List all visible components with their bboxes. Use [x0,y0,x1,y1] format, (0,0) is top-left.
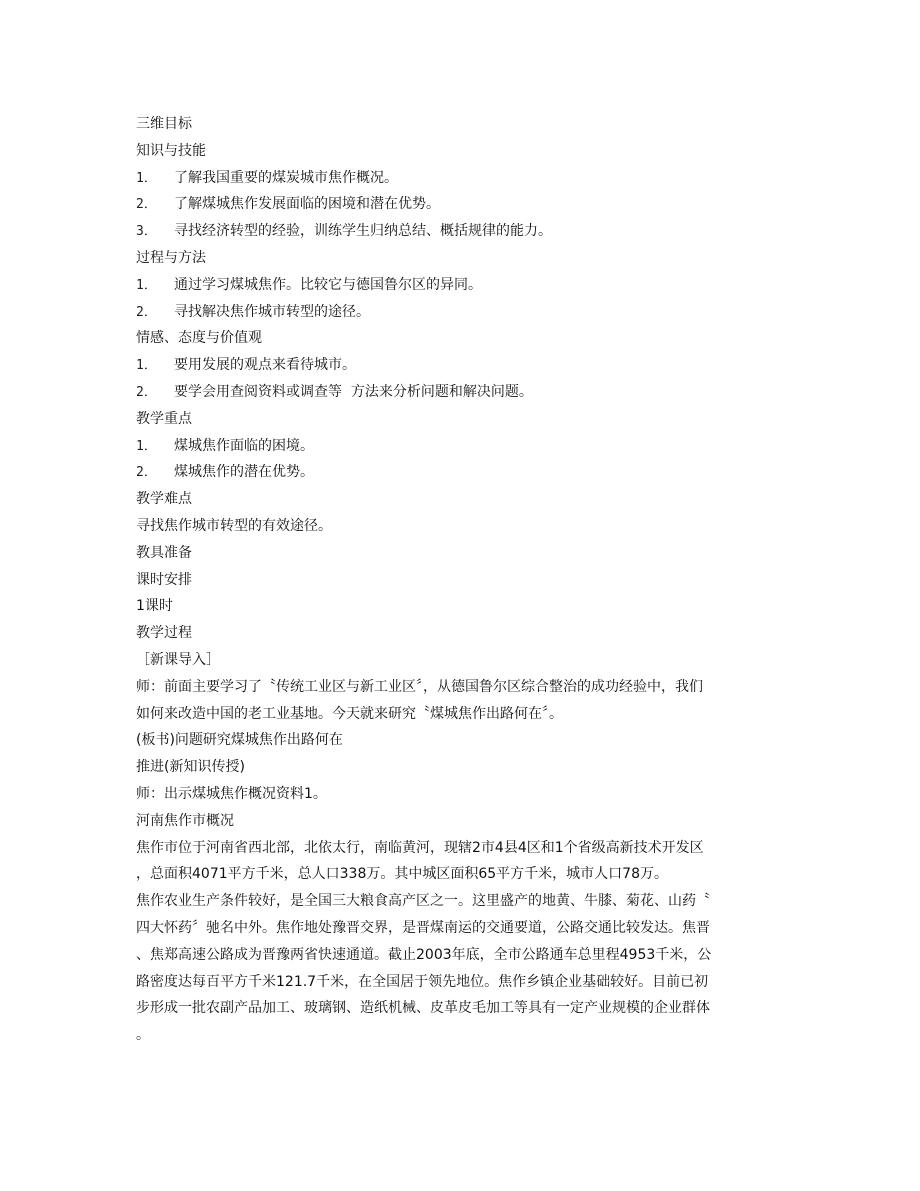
knowledge-item [136,218,786,245]
board-text: (板书)问题研究煤城焦作出路何在 [136,732,343,749]
emotion-item [136,352,786,379]
process-item [136,272,786,299]
teacher-intro-line: 师：前面主要学习了〝传统工业区与新工业区〞，从德国鲁尔区综合整治的成功经验中，我们 [136,678,703,695]
doc-title: 三维目标 [136,116,192,132]
item-number: 1． [136,170,157,186]
paragraph-line: 焦作市位于河南省西北部，北依太行，南临黄河，现辖2市4县4区和1个省级高新技术开发区 [136,839,704,856]
item-number: 2． [136,384,157,400]
emotion-item [136,379,786,406]
paragraph-line: 步形成一批农副产品加工、玻璃钢、造纸机械、皮革皮毛加工等具有一定产业规模的企业群体 [136,1000,710,1017]
item-number: 1． [136,438,157,454]
section-difficulty-heading: 教学难点 [136,491,192,508]
section-key-heading: 教学重点 [136,410,192,427]
item-text: 通过学习煤城焦作。比较它与德国鲁尔区的异同。 [174,276,482,293]
advance-text: 推进(新知识传授) [136,759,245,776]
item-text: 要学会用查阅资料或调查等 方法来分析问题和解决问题。 [174,383,533,400]
section-process-heading: 过程与方法 [136,249,206,266]
item-text: 寻找解决焦作城市转型的途径。 [174,303,370,320]
section-teaching-process-heading: 教学过程 [136,625,192,642]
knowledge-item [136,191,786,218]
key-item [136,459,786,486]
section-emotion-heading: 情感、态度与价值观 [136,330,262,347]
item-number: 1． [136,277,157,293]
item-number: 1． [136,358,157,374]
item-number: 2． [136,197,157,213]
item-number: 2． [136,304,157,320]
section-knowledge-heading: 知识与技能 [136,142,206,159]
process-item [136,299,786,326]
knowledge-item [136,165,786,192]
item-text: 寻找经济转型的经验，训练学生归纳总结、概括规律的能力。 [174,223,552,240]
paragraph-line: ，总面积4071平方千米，总人口338万。其中城区面积65平方千米，城市人口78万。 [136,866,668,883]
teacher-intro-line: 如何来改造中国的老工业基地。今天就来研究〝煤城焦作出路何在〞。 [136,705,563,722]
paragraph-line: 四大怀药〞驰名中外。焦作地处豫晋交界，是晋煤南运的交通要道，公路交通比较发达。焦晋 [136,919,710,936]
item-number: 2． [136,465,157,481]
paragraph-line: 。 [136,1027,150,1044]
teacher-material-text: 师：出示煤城焦作概况资料1。 [136,785,327,802]
paragraph-line: 、焦郑高速公路成为晋豫两省快速通道。截止2003年底，全市公路通车总里程4953千米，公 [136,946,712,963]
difficulty-text: 寻找焦作城市转型的有效途径。 [136,517,332,534]
item-text: 了解煤城焦作发展面临的困境和潜在优势。 [174,196,440,213]
document-body [136,111,786,1049]
paragraph-line: 路密度达每百平方千米121.7千米，在全国居于领先地位。焦作乡镇企业基础较好。目前已初 [136,973,709,990]
item-text: 煤城焦作的潜在优势。 [174,464,314,481]
section-tools-heading: 教具准备 [136,544,192,561]
item-text: 要用发展的观点来看待城市。 [174,357,356,374]
section-schedule-heading: 课时安排 [136,571,192,588]
item-text: 煤城焦作面临的困境。 [174,437,314,454]
key-item [136,433,786,460]
item-number: 3． [136,224,157,240]
item-text: 了解我国重要的煤炭城市焦作概况。 [174,169,398,186]
new-lesson-tag: ［新课导入］ [136,651,220,668]
paragraph-line: 焦作农业生产条件较好，是全国三大粮食高产区之一。这里盛产的地黄、牛膝、菊花、山药〝 [136,893,710,910]
henan-overview-title: 河南焦作市概况 [136,812,234,829]
schedule-text: 1课时 [136,598,173,615]
